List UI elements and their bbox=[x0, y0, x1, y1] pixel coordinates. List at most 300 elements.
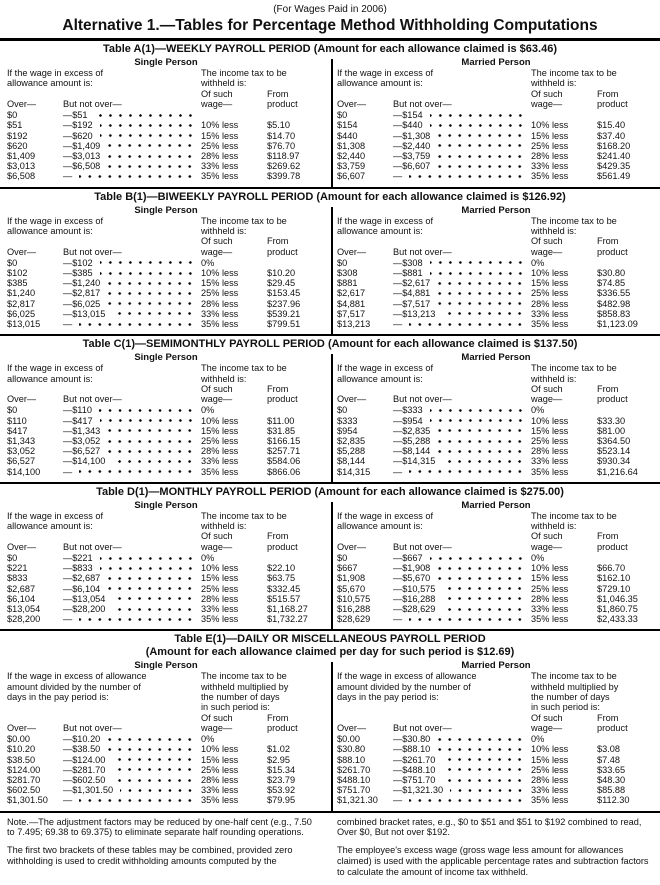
tax-condition-line: the number of days bbox=[201, 692, 280, 703]
bracket-row bbox=[7, 120, 325, 130]
tax-condition-line: withheld is: bbox=[531, 225, 577, 236]
subtraction-value: $257.71 bbox=[267, 446, 301, 457]
bracket-row bbox=[337, 258, 655, 268]
dot-leader bbox=[437, 281, 525, 286]
bracket-row bbox=[7, 584, 325, 594]
over-value: $620 bbox=[7, 140, 28, 151]
bracket-row bbox=[337, 734, 655, 744]
dot-leader bbox=[112, 311, 195, 316]
subtraction-value: $33.65 bbox=[597, 764, 626, 775]
rate-value: 33% less bbox=[531, 161, 569, 172]
rate-value: 0% bbox=[531, 553, 545, 564]
rate-value: 0% bbox=[201, 405, 215, 416]
rate-value: 33% less bbox=[531, 308, 569, 319]
rate-value: 25% less bbox=[531, 288, 569, 299]
dot-leader bbox=[107, 439, 195, 444]
wage-condition-label bbox=[7, 511, 201, 552]
rate-value: 35% less bbox=[531, 319, 569, 330]
tax-column-headers bbox=[201, 247, 325, 257]
bracket-row bbox=[7, 594, 325, 604]
married-rows bbox=[337, 109, 655, 181]
bracket-row bbox=[7, 553, 325, 563]
bracket-row bbox=[7, 614, 325, 624]
from-product-header: From bbox=[267, 712, 289, 723]
but-not-over-value: —$10,575 bbox=[393, 583, 436, 594]
rate-value: 33% less bbox=[201, 604, 239, 615]
but-not-over-value: —$3,759 bbox=[393, 151, 431, 161]
bracket-row bbox=[337, 446, 655, 456]
rate-value: 10% less bbox=[201, 744, 239, 755]
footnote-excess-wage-note: The employee's excess wage (gross wage less amount for allowances claimed) is used with the applicable percentage rates and subtraction factors to calculate the amount of income tax withheld. bbox=[337, 845, 649, 877]
but-not-over-value: —$8,144 bbox=[393, 446, 431, 457]
rate-value: 0% bbox=[531, 257, 545, 268]
bracket-row bbox=[337, 785, 655, 795]
table-body bbox=[0, 57, 660, 189]
tax-column-headers bbox=[201, 236, 325, 246]
over-value: $38.50 bbox=[7, 754, 36, 765]
table-caption-note: (Amount for each allowance claimed is $137.50) bbox=[327, 338, 578, 351]
over-value: $88.10 bbox=[337, 754, 366, 765]
person-heading: Married Person bbox=[461, 204, 531, 216]
from-product-header: From bbox=[597, 712, 619, 723]
tax-column-headers bbox=[531, 384, 655, 394]
bracket-row bbox=[7, 426, 325, 436]
dot-leader bbox=[430, 418, 525, 423]
dot-leader bbox=[107, 747, 195, 752]
bracket-row bbox=[337, 299, 655, 309]
over-value: $1,343 bbox=[7, 436, 36, 447]
bracket-row bbox=[7, 288, 325, 298]
over-value: $124.00 bbox=[7, 764, 41, 775]
rate-value: 35% less bbox=[201, 319, 239, 330]
but-not-over-value: —$881 bbox=[393, 268, 423, 278]
wage-condition-line: allowance amount is: bbox=[7, 373, 93, 384]
over-value: $0 bbox=[7, 110, 18, 121]
but-not-over-value: —$6,508 bbox=[63, 161, 101, 172]
bracket-row bbox=[7, 775, 325, 785]
but-not-over-value: —$14,100 bbox=[63, 456, 106, 467]
but-not-over-value: —$13,213 bbox=[393, 308, 436, 319]
dot-leader bbox=[437, 133, 525, 138]
subtraction-value: $2.95 bbox=[267, 754, 290, 765]
subtraction-value: $1,860.75 bbox=[597, 604, 638, 615]
rate-value: 15% less bbox=[531, 754, 569, 765]
subtraction-value: $29.45 bbox=[267, 278, 296, 289]
bracket-row bbox=[337, 573, 655, 583]
of-such-wage-header: Of such bbox=[531, 712, 563, 723]
dot-leader bbox=[409, 174, 525, 179]
tax-column-headers bbox=[201, 531, 325, 541]
but-not-over-value: —$2,440 bbox=[393, 140, 431, 151]
dot-leader bbox=[112, 607, 195, 612]
but-not-over-value: —$13,015 bbox=[63, 308, 106, 319]
tax-condition-line: withheld is: bbox=[201, 78, 247, 89]
from-product-header: product bbox=[597, 246, 628, 257]
dot-leader bbox=[442, 607, 525, 612]
of-such-wage-header: Of such bbox=[531, 531, 563, 542]
table-body bbox=[0, 352, 660, 484]
wage-condition-label bbox=[7, 363, 201, 404]
rate-value: 0% bbox=[201, 257, 215, 268]
over-value: $1,409 bbox=[7, 151, 36, 161]
subtraction-value: $15.40 bbox=[597, 120, 626, 131]
dot-leader bbox=[120, 788, 195, 793]
but-not-over-value: — bbox=[393, 319, 403, 330]
range-column-headers bbox=[7, 539, 201, 552]
but-not-over-value: —$2,617 bbox=[393, 278, 431, 289]
but-not-over-header: But not over— bbox=[63, 394, 122, 405]
subtraction-value: $166.15 bbox=[267, 436, 301, 447]
wage-condition-label bbox=[7, 68, 201, 109]
bracket-row bbox=[337, 456, 655, 466]
person-heading: Single Person bbox=[134, 57, 198, 68]
but-not-over-value: —$28,200 bbox=[63, 604, 106, 615]
tax-column-headers bbox=[531, 531, 655, 541]
but-not-over-value: —$602.50 bbox=[63, 775, 106, 786]
subtraction-value: $1,168.27 bbox=[267, 604, 308, 615]
over-value: $28,200 bbox=[7, 614, 41, 625]
dot-leader bbox=[437, 439, 525, 444]
tax-column-headers bbox=[531, 99, 655, 109]
tax-column-headers bbox=[201, 99, 325, 109]
dot-leader bbox=[409, 617, 525, 622]
bracket-row bbox=[337, 141, 655, 151]
over-value: $6,508 bbox=[7, 171, 36, 182]
but-not-over-value: —$488.10 bbox=[393, 764, 436, 775]
wage-condition-line: If the wage in excess of bbox=[337, 215, 434, 226]
person-heading: Married Person bbox=[461, 660, 531, 672]
tax-condition-label bbox=[531, 511, 655, 552]
table-caption: Table C(1)—SEMIMONTHLY PAYROLL PERIOD bbox=[82, 338, 325, 351]
dot-leader bbox=[100, 271, 195, 276]
tax-condition-line: withheld is: bbox=[531, 78, 577, 89]
rate-value: 0% bbox=[531, 405, 545, 416]
of-such-wage-header: Of such bbox=[531, 383, 563, 394]
bracket-row bbox=[7, 563, 325, 573]
dot-leader bbox=[437, 747, 525, 752]
over-value: $0 bbox=[7, 257, 18, 268]
wage-condition-line: If the wage in excess of bbox=[7, 68, 104, 78]
but-not-over-value: —$192 bbox=[63, 120, 93, 131]
subtraction-value: $30.80 bbox=[597, 268, 626, 278]
wage-condition-line: If the wage in excess of allowance bbox=[7, 671, 147, 682]
subtraction-value: $1.02 bbox=[267, 744, 290, 755]
bracket-row bbox=[7, 161, 325, 171]
but-not-over-value: —$6,025 bbox=[63, 298, 101, 309]
bracket-row bbox=[337, 563, 655, 573]
footnote-brackets-note: The first two brackets of these tables may be combined, provided zero withholding is used to credit withholding amounts computed by the bbox=[7, 845, 293, 867]
rate-value: 35% less bbox=[531, 614, 569, 625]
over-value: $13,054 bbox=[7, 604, 41, 615]
single-rows bbox=[7, 109, 325, 181]
rate-value: 15% less bbox=[201, 573, 239, 584]
dot-leader bbox=[107, 301, 195, 306]
wage-condition-line: amount divided by the number of bbox=[7, 681, 141, 692]
dot-leader bbox=[79, 617, 195, 622]
range-column-headers bbox=[337, 539, 531, 552]
over-value: $30.80 bbox=[337, 744, 366, 755]
over-value: $8,144 bbox=[337, 456, 366, 467]
tax-condition-line: in such period is: bbox=[201, 702, 270, 713]
rate-value: 28% less bbox=[531, 446, 569, 457]
tax-condition-line: withheld multiplied by bbox=[201, 681, 289, 692]
subtraction-value: $79.95 bbox=[267, 795, 296, 806]
but-not-over-value: —$385 bbox=[63, 268, 93, 278]
tax-condition-line: withheld is: bbox=[201, 521, 247, 532]
dot-leader bbox=[430, 113, 525, 118]
wage-condition-label bbox=[7, 671, 201, 733]
bracket-row bbox=[337, 795, 655, 805]
but-not-over-value: —$1,321.30 bbox=[393, 785, 444, 796]
subtraction-value: $37.40 bbox=[597, 130, 626, 141]
but-not-over-value: —$1,308 bbox=[393, 130, 431, 141]
but-not-over-value: —$1,240 bbox=[63, 278, 101, 289]
but-not-over-value: —$16,288 bbox=[393, 593, 436, 604]
dot-leader bbox=[430, 271, 525, 276]
rate-value: 0% bbox=[201, 553, 215, 564]
tax-column-headers bbox=[201, 394, 325, 404]
but-not-over-value: —$1,343 bbox=[63, 425, 101, 436]
from-product-header: product bbox=[597, 541, 628, 552]
of-such-wage-header: wage— bbox=[531, 246, 563, 257]
married-rows bbox=[337, 257, 655, 329]
subtraction-value: $85.88 bbox=[597, 785, 626, 796]
of-such-wage-header: Of such bbox=[201, 88, 233, 99]
dot-leader bbox=[100, 556, 195, 561]
dot-leader bbox=[437, 164, 525, 169]
single-rows bbox=[7, 552, 325, 624]
table-a-section bbox=[0, 41, 660, 189]
table-caption: Table A(1)—WEEKLY PAYROLL PERIOD bbox=[103, 43, 311, 55]
dot-leader bbox=[442, 596, 525, 601]
bracket-row bbox=[7, 744, 325, 754]
bracket-row bbox=[7, 573, 325, 583]
tax-condition-line: withheld is: bbox=[201, 225, 247, 236]
bracket-row bbox=[337, 171, 655, 181]
dot-leader bbox=[437, 143, 525, 148]
dot-leader bbox=[437, 301, 525, 306]
rate-value: 28% less bbox=[201, 298, 239, 309]
over-value: $0.00 bbox=[337, 734, 360, 745]
but-not-over-value: —$1,409 bbox=[63, 140, 101, 151]
subtraction-value: $74.85 bbox=[597, 278, 626, 289]
dot-leader bbox=[79, 322, 195, 327]
rate-value: 15% less bbox=[201, 425, 239, 436]
rate-value: 0% bbox=[531, 734, 545, 745]
but-not-over-value: —$88.10 bbox=[393, 744, 431, 755]
range-column-headers bbox=[337, 96, 531, 109]
tax-condition-line: The income tax to be bbox=[201, 671, 287, 682]
over-value: $1,308 bbox=[337, 140, 366, 151]
from-product-header: product bbox=[267, 98, 298, 109]
bracket-row bbox=[7, 268, 325, 278]
rate-value: 25% less bbox=[201, 140, 239, 151]
person-heading: Single Person bbox=[134, 204, 198, 216]
dot-leader bbox=[409, 798, 525, 803]
but-not-over-value: — bbox=[393, 795, 403, 806]
wage-condition-line: allowance amount is: bbox=[337, 225, 423, 236]
tax-condition-label bbox=[531, 216, 655, 257]
wage-condition-line: amount divided by the number of bbox=[337, 681, 471, 692]
rate-value: 15% less bbox=[531, 573, 569, 584]
bracket-row bbox=[7, 734, 325, 744]
dot-leader bbox=[437, 449, 525, 454]
subtraction-value: $76.70 bbox=[267, 140, 296, 151]
but-not-over-value: —$221 bbox=[63, 553, 93, 564]
dot-leader bbox=[437, 737, 525, 742]
dot-leader bbox=[450, 788, 525, 793]
over-value: $154 bbox=[337, 120, 358, 131]
bracket-row bbox=[337, 110, 655, 120]
rate-value: 28% less bbox=[531, 593, 569, 604]
tax-condition-label bbox=[201, 671, 325, 733]
tax-column-headers bbox=[531, 713, 655, 723]
tax-column-headers bbox=[531, 542, 655, 552]
married-panel bbox=[330, 205, 660, 330]
but-not-over-value: —$110 bbox=[63, 405, 92, 416]
table-b-section bbox=[0, 189, 660, 337]
from-product-header: From bbox=[597, 531, 619, 542]
of-such-wage-header: wage— bbox=[201, 98, 233, 109]
subtraction-value: $5.10 bbox=[267, 120, 290, 131]
single-panel bbox=[0, 205, 330, 330]
but-not-over-value: —$38.50 bbox=[63, 744, 101, 755]
single-rows bbox=[7, 404, 325, 476]
bracket-row bbox=[337, 604, 655, 614]
rate-value: 10% less bbox=[531, 120, 569, 131]
rate-value: 15% less bbox=[531, 278, 569, 289]
married-panel bbox=[330, 660, 660, 805]
over-value: $2,440 bbox=[337, 151, 366, 161]
rate-value: 15% less bbox=[201, 130, 239, 141]
person-heading: Married Person bbox=[461, 499, 531, 511]
footnote-adjustment-note: Note.—The adjustment factors may be reduced by one-half cent (e.g., 7.50 to 7.495; 69.38 to 69.375) to eliminate separate half rounding operations. bbox=[7, 816, 312, 838]
bracket-row bbox=[337, 309, 655, 319]
bracket-row bbox=[337, 553, 655, 563]
rate-value: 25% less bbox=[201, 583, 239, 594]
over-value: $2,617 bbox=[337, 288, 366, 299]
over-value: $10.20 bbox=[7, 744, 36, 755]
tax-condition-line: withheld is: bbox=[531, 373, 577, 384]
subtraction-value: $66.70 bbox=[597, 563, 626, 574]
from-product-header: From bbox=[267, 383, 289, 394]
rate-value: 33% less bbox=[531, 604, 569, 615]
rate-value: 15% less bbox=[531, 130, 569, 141]
tax-condition-line: the number of days bbox=[531, 692, 610, 703]
over-value: $10,575 bbox=[337, 593, 371, 604]
table-caption: Table D(1)—MONTHLY PAYROLL PERIOD bbox=[96, 485, 312, 498]
over-value: $16,288 bbox=[337, 604, 371, 615]
footnote-right-column bbox=[330, 817, 660, 885]
footnote-brackets-continuation: combined bracket rates, e.g., $0 to $51 and $51 to $192 combined to read, Over $0, But not over $192. bbox=[337, 816, 642, 838]
single-panel bbox=[0, 352, 330, 477]
over-header: Over— bbox=[7, 722, 37, 733]
range-column-headers bbox=[337, 244, 531, 257]
but-not-over-value: —$1,301.50 bbox=[63, 785, 114, 796]
over-value: $13,213 bbox=[337, 319, 371, 330]
table-e-section bbox=[0, 631, 660, 812]
dot-leader bbox=[442, 311, 525, 316]
tax-column-headers bbox=[531, 89, 655, 99]
rate-value: 35% less bbox=[531, 795, 569, 806]
dot-leader bbox=[409, 322, 525, 327]
of-such-wage-header: Of such bbox=[201, 531, 233, 542]
over-value: $0 bbox=[337, 257, 348, 268]
column-divider bbox=[331, 207, 333, 335]
rate-value: 28% less bbox=[201, 593, 239, 604]
tax-condition-line: The income tax to be bbox=[531, 671, 617, 682]
subtraction-value: $162.10 bbox=[597, 573, 631, 584]
tax-column-headers bbox=[201, 713, 325, 723]
wage-condition-line: allowance amount is: bbox=[337, 373, 423, 384]
subtraction-value: $364.50 bbox=[597, 436, 631, 447]
single-header bbox=[7, 363, 325, 404]
subtraction-value: $1,123.09 bbox=[597, 319, 638, 330]
wage-condition-line: days in the pay period is: bbox=[337, 692, 439, 703]
table-caption-row bbox=[0, 189, 660, 205]
subtraction-value: $866.06 bbox=[267, 466, 301, 477]
rate-value: 33% less bbox=[531, 456, 569, 467]
rate-value: 25% less bbox=[201, 288, 239, 299]
of-such-wage-header: wage— bbox=[531, 394, 563, 405]
over-value: $0 bbox=[7, 405, 18, 416]
over-value: $1,240 bbox=[7, 288, 36, 299]
dot-leader bbox=[100, 260, 195, 265]
but-not-over-value: —$417 bbox=[63, 415, 93, 426]
dot-leader bbox=[442, 757, 525, 762]
tax-condition-label bbox=[201, 363, 325, 404]
column-divider bbox=[331, 59, 333, 187]
but-not-over-value: —$4,881 bbox=[393, 288, 431, 299]
rate-value: 28% less bbox=[201, 446, 239, 457]
married-header bbox=[337, 671, 655, 733]
single-header bbox=[7, 68, 325, 109]
subtraction-value: $729.10 bbox=[597, 583, 631, 594]
married-panel bbox=[330, 352, 660, 477]
single-header bbox=[7, 671, 325, 733]
subtraction-value: $33.30 bbox=[597, 415, 626, 426]
but-not-over-value: — bbox=[393, 466, 403, 477]
dot-leader bbox=[107, 449, 195, 454]
over-value: $417 bbox=[7, 425, 28, 436]
tax-column-headers bbox=[201, 89, 325, 99]
rate-value: 33% less bbox=[201, 161, 239, 172]
but-not-over-value: —$13,054 bbox=[63, 593, 106, 604]
table-caption-row bbox=[0, 484, 660, 500]
tax-column-headers bbox=[201, 723, 325, 733]
but-not-over-value: —$620 bbox=[63, 130, 93, 141]
subtraction-value: $930.34 bbox=[597, 456, 631, 467]
bracket-row bbox=[337, 765, 655, 775]
tables-container bbox=[0, 41, 660, 813]
of-such-wage-header: wage— bbox=[201, 541, 233, 552]
dot-leader bbox=[430, 123, 525, 128]
over-value: $4,881 bbox=[337, 298, 366, 309]
over-value: $954 bbox=[337, 425, 358, 436]
but-not-over-value: —$667 bbox=[393, 553, 423, 564]
of-such-wage-header: Of such bbox=[201, 383, 233, 394]
wage-condition-line: If the wage in excess of bbox=[7, 363, 104, 374]
of-such-wage-header: wage— bbox=[531, 98, 563, 109]
tax-condition-label bbox=[201, 216, 325, 257]
tax-column-headers bbox=[531, 723, 655, 733]
rate-value: 35% less bbox=[201, 795, 239, 806]
from-product-header: product bbox=[267, 541, 298, 552]
bracket-row bbox=[7, 309, 325, 319]
subtraction-value: $799.51 bbox=[267, 319, 301, 330]
married-panel bbox=[330, 500, 660, 625]
dot-leader bbox=[442, 767, 525, 772]
